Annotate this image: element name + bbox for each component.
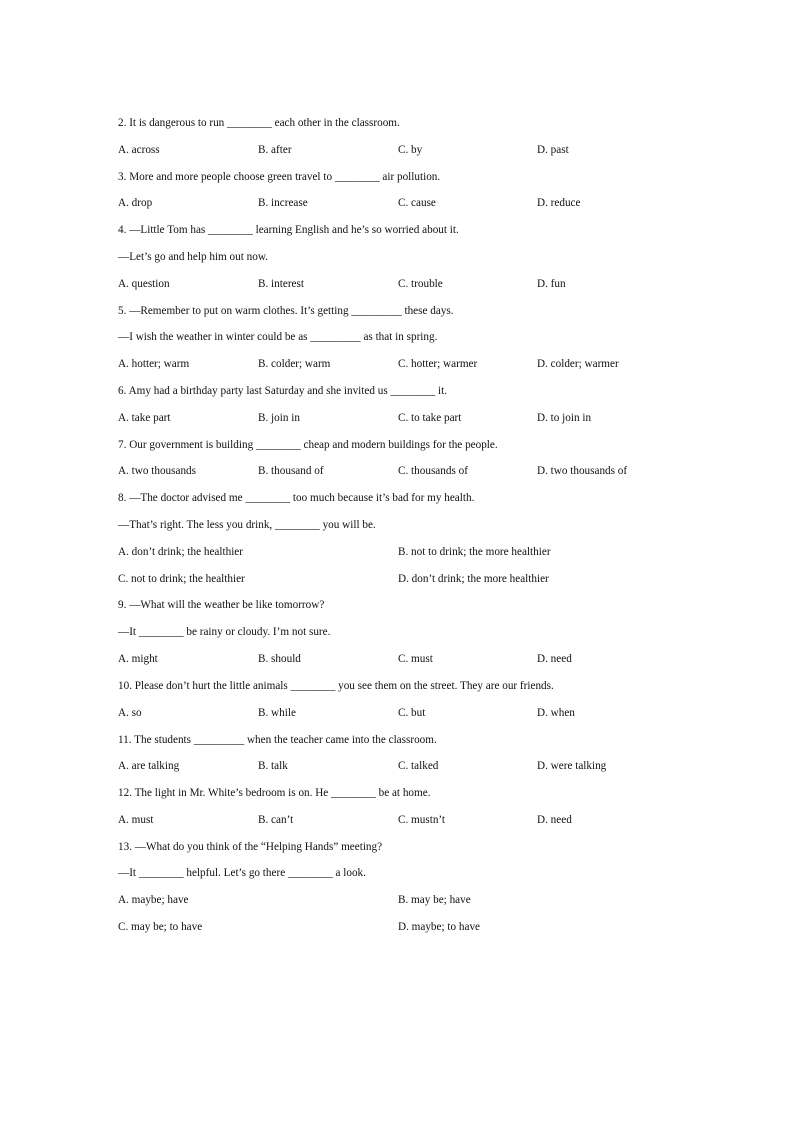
question-2-stem: 2. It is dangerous to run ________ each other in the classroom.: [118, 117, 400, 129]
question-6-options: [118, 411, 678, 425]
option-b: B. thousand of: [258, 465, 324, 477]
question-2-options: [118, 143, 678, 157]
option-d: D. colder; warmer: [537, 358, 619, 370]
question-11-options: [118, 759, 678, 773]
question-12-options: [118, 813, 678, 827]
option-b: B. interest: [258, 278, 304, 290]
question-13-stem-line-2: —It ________ helpful. Let’s go there ________ a look.: [118, 867, 366, 879]
option-d: D. past: [537, 144, 569, 156]
option-d: D. were talking: [537, 760, 607, 772]
option-c: C. not to drink; the healthier: [118, 573, 245, 585]
question-8-options-row-1: [118, 545, 678, 559]
question-3-stem: 3. More and more people choose green travel to ________ air pollution.: [118, 171, 441, 183]
option-b: B. join in: [258, 412, 300, 424]
question-7-stem: 7. Our government is building ________ cheap and modern buildings for the people.: [118, 439, 498, 451]
option-c: C. cause: [398, 197, 436, 209]
option-b: B. while: [258, 707, 296, 719]
option-b: B. may be; have: [398, 894, 471, 906]
option-a: A. take part: [118, 412, 171, 424]
option-a: A. don’t drink; the healthier: [118, 546, 244, 558]
question-3-options: [118, 196, 678, 210]
question-5-stem: 5. —Remember to put on warm clothes. It’s getting _________ these days.: [118, 305, 454, 317]
option-a: A. across: [118, 144, 160, 156]
question-13-stem: 13. —What do you think of the “Helping Hands” meeting?: [118, 841, 383, 853]
option-c: C. must: [398, 653, 433, 665]
option-c: C. thousands of: [398, 465, 468, 477]
option-d: D. maybe; to have: [398, 921, 481, 933]
option-b: B. colder; warm: [258, 358, 331, 370]
option-b: B. talk: [258, 760, 288, 772]
question-6-stem: 6. Amy had a birthday party last Saturday and she invited us ________ it.: [118, 385, 448, 397]
question-5-stem-line-2: —I wish the weather in winter could be as _________ as that in spring.: [118, 331, 438, 343]
option-b: B. can’t: [258, 814, 294, 826]
option-d: D. to join in: [537, 412, 592, 424]
question-9-stem-line-2: —It ________ be rainy or cloudy. I’m not sure.: [118, 626, 331, 638]
question-10-stem: 10. Please don’t hurt the little animals ________ you see them on the street. They are our friends.: [118, 680, 554, 692]
option-c: C. talked: [398, 760, 439, 772]
option-d: D. two thousands of: [537, 465, 628, 477]
option-a: A. drop: [118, 197, 153, 209]
question-8-stem: 8. —The doctor advised me ________ too much because it’s bad for my health.: [118, 492, 475, 504]
question-4-stem-line-2: —Let’s go and help him out now.: [118, 251, 268, 263]
option-b: B. increase: [258, 197, 308, 209]
option-a: A. two thousands: [118, 465, 197, 477]
option-a: A. hotter; warm: [118, 358, 190, 370]
question-5-options: [118, 357, 678, 371]
question-9-options: [118, 652, 678, 666]
option-c: C. mustn’t: [398, 814, 446, 826]
option-a: A. so: [118, 707, 142, 719]
option-a: A. are talking: [118, 760, 180, 772]
option-a: A. maybe; have: [118, 894, 189, 906]
question-7-options: [118, 464, 678, 478]
option-c: C. hotter; warmer: [398, 358, 478, 370]
option-d: D. when: [537, 707, 575, 719]
option-d: D. don’t drink; the more healthier: [398, 573, 549, 585]
option-c: C. may be; to have: [118, 921, 203, 933]
option-d: D. need: [537, 814, 572, 826]
option-b: B. should: [258, 653, 301, 665]
option-b: B. not to drink; the more healthier: [398, 546, 551, 558]
question-10-options: [118, 706, 678, 720]
question-9-stem: 9. —What will the weather be like tomorrow?: [118, 599, 325, 611]
option-d: D. fun: [537, 278, 566, 290]
option-c: C. trouble: [398, 278, 443, 290]
question-4-options: [118, 277, 678, 291]
question-8-options-row-2: [118, 572, 678, 586]
option-c: C. by: [398, 144, 423, 156]
option-a: A. might: [118, 653, 158, 665]
question-11-stem: 11. The students _________ when the teacher came into the classroom.: [118, 734, 437, 746]
question-13-options-row-2: [118, 920, 678, 934]
question-4-stem: 4. —Little Tom has ________ learning English and he’s so worried about it.: [118, 224, 459, 236]
option-a: A. question: [118, 278, 170, 290]
option-d: D. need: [537, 653, 572, 665]
question-13-options-row-1: [118, 893, 678, 907]
question-8-stem-line-2: —That’s right. The less you drink, ________ you will be.: [118, 519, 376, 531]
option-c: C. to take part: [398, 412, 462, 424]
option-a: A. must: [118, 814, 154, 826]
question-12-stem: 12. The light in Mr. White’s bedroom is on. He ________ be at home.: [118, 787, 431, 799]
option-b: B. after: [258, 144, 292, 156]
option-c: C. but: [398, 707, 426, 719]
option-d: D. reduce: [537, 197, 581, 209]
